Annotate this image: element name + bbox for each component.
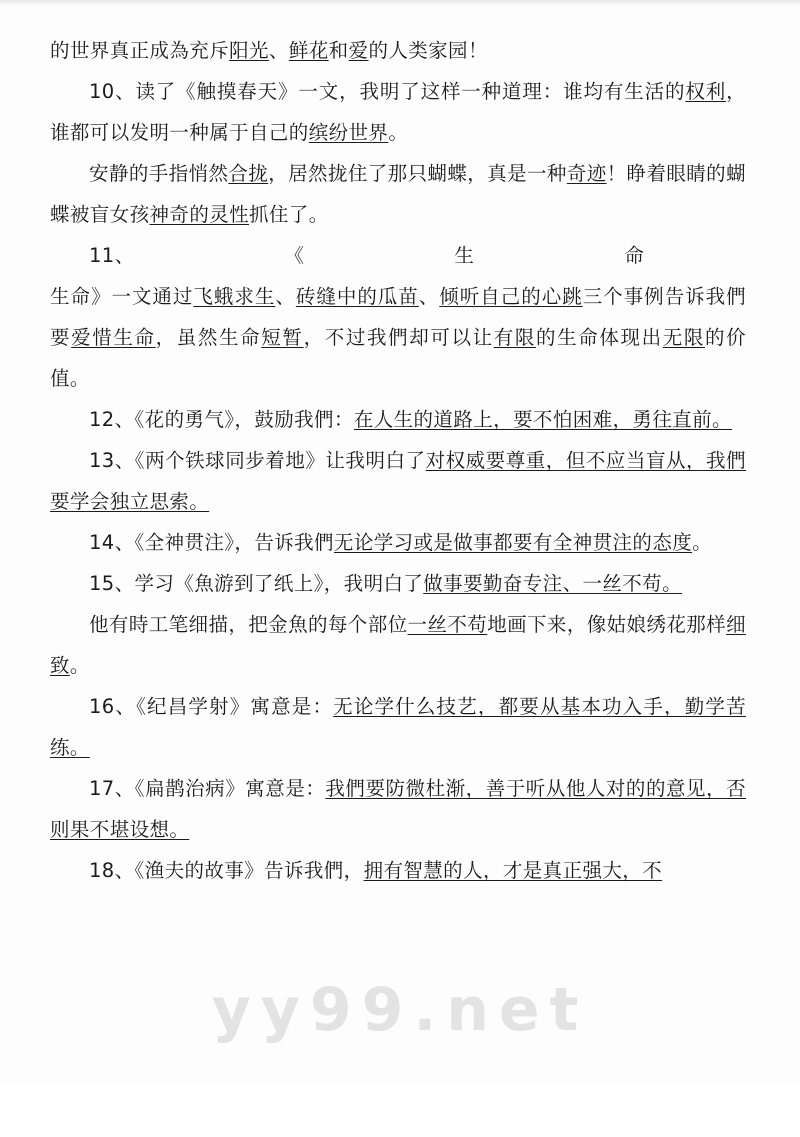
text-run: 三个事例告诉我們要: [50, 285, 746, 349]
paragraph: [50, 276, 746, 399]
text-run: 10、读了《触摸春天》一文，我明了这样一种道理：谁均有生活的: [89, 80, 686, 103]
text-run: 和: [328, 39, 349, 62]
text-run: 。: [69, 654, 90, 677]
page-bottom-edge: [0, 1085, 800, 1137]
text-run: ，居然拢住了那只蝴蝶，真是一种: [268, 162, 567, 185]
underlined-text-run: 倾听自己的心跳: [439, 285, 583, 308]
underlined-text-run: 飞蛾求生: [193, 285, 276, 308]
text-run: 。: [692, 531, 713, 554]
text-run: 15、学习《魚游到了纸上》，我明白了: [89, 572, 424, 595]
underlined-text-run: 缤纷世界: [308, 121, 389, 144]
text-run: 安静的手指悄然: [89, 162, 229, 185]
text-run: 、: [275, 285, 296, 308]
underlined-text-run: 对权威要尊重，但不应当盲从，我們要学会独立思索。: [50, 449, 746, 513]
text-run: ，谁都可以发明一种属于自己的: [50, 80, 746, 144]
text-run: 《: [284, 244, 305, 267]
underlined-text-run: 权利: [685, 80, 727, 103]
text-run: 他有時工笔细描，把金魚的每个部位: [89, 613, 408, 636]
paragraph: [50, 522, 746, 563]
text-run: 。: [388, 121, 409, 144]
underlined-text-run: 合拢: [228, 162, 269, 185]
text-run: 16、《纪昌学射》寓意是：: [89, 695, 334, 718]
paragraph: [50, 235, 746, 276]
text-run: 、: [418, 285, 440, 308]
text-run: ！睁着眼睛的蝴蝶被盲女孩: [50, 162, 746, 226]
underlined-text-run: 无论学什么技艺，都要从基本功入手，勤学苦练。: [50, 695, 746, 759]
text-run: 的生命体现出: [535, 326, 663, 349]
paragraph: [50, 440, 746, 522]
text-run: 、: [268, 39, 289, 62]
underlined-text-run: 拥有智慧的人，才是真正强大，不: [363, 859, 663, 882]
underlined-text-run: 爱: [348, 39, 369, 62]
underlined-text-run: 做事要勤奋专注、一丝不苟。: [423, 572, 682, 595]
text-run: ，不过我們却可以让: [303, 326, 494, 349]
text-run: 18、《渔夫的故事》告诉我們，: [89, 859, 364, 882]
underlined-text-run: 在人生的道路上，要不怕困难，勇往直前。: [353, 408, 732, 431]
text-run: 的世界真正成為充斥: [50, 39, 230, 62]
underlined-text-run: 无限: [662, 326, 705, 349]
text-run: 14、《全神贯注》，告诉我們: [89, 531, 334, 554]
paragraph: [50, 153, 746, 235]
text-run: 命: [624, 244, 645, 267]
paragraph: [50, 71, 746, 153]
text-run: 11、: [89, 244, 135, 267]
underlined-text-run: 一丝不苟: [407, 613, 488, 636]
underlined-text-run: 无论学习或是做事都要有全神贯注的态度: [333, 531, 693, 554]
underlined-text-run: 砖缝中的瓜苗: [295, 285, 419, 308]
underlined-text-run: 爱惜生命: [71, 326, 156, 349]
text-run: 地画下来，像姑娘绣花那样: [487, 613, 727, 636]
paragraph: [50, 604, 746, 686]
underlined-text-run: 我們要防微杜渐，善于听从他人对的的意见，否则果不堪设想。: [50, 777, 746, 841]
paragraph: [50, 30, 746, 71]
document-body: [50, 30, 746, 891]
underlined-text-run: 鲜花: [288, 39, 329, 62]
text-run: 的价值。: [50, 326, 747, 390]
underlined-text-run: 有限: [493, 326, 536, 349]
text-run: ，虽然生命: [155, 326, 262, 349]
paragraph: [50, 563, 746, 604]
text-run: 生: [454, 244, 475, 267]
paragraph: [50, 768, 746, 850]
underlined-text-run: 奇迹: [566, 162, 607, 185]
text-run: 抓住了。: [249, 203, 329, 226]
underlined-text-run: 神奇的灵性: [149, 203, 250, 226]
watermark: yy99.net: [211, 975, 589, 1045]
underlined-text-run: 阳光: [229, 39, 269, 62]
text-run: 的人类家园！: [368, 39, 488, 62]
underlined-text-run: 短暂: [261, 326, 304, 349]
paragraph: [50, 686, 746, 768]
paragraph: [50, 850, 746, 891]
text-run: 17、《扁鹊治病》寓意是：: [89, 777, 326, 800]
paragraph: [50, 399, 746, 440]
page-top-edge: [0, 0, 800, 6]
text-run: 13、《两个铁球同步着地》让我明白了: [89, 449, 426, 472]
text-run: 12、《花的勇气》，鼓励我們：: [89, 408, 354, 431]
underlined-text-run: 细致: [50, 613, 746, 677]
text-run: 生命》一文通过: [50, 285, 194, 308]
